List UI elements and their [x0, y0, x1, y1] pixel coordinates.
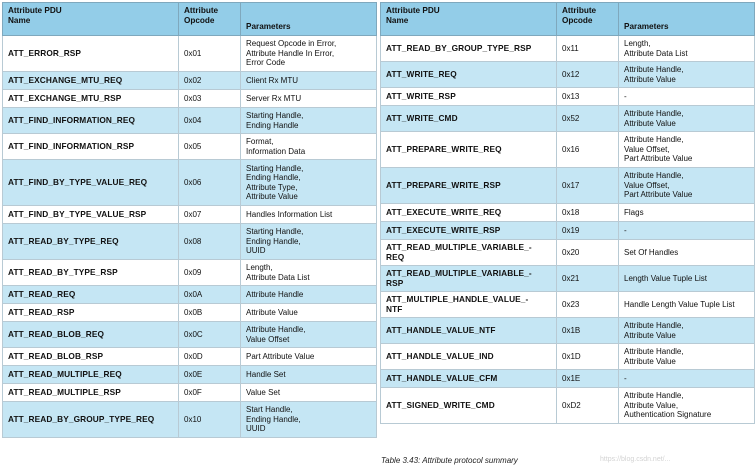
pdu-name-cell: ATT_READ_REQ [3, 286, 179, 304]
parameters-cell: Attribute Handle, Attribute Value [619, 62, 755, 88]
parameters-cell: Set Of Handles [619, 240, 755, 266]
opcode-cell: 0x0A [179, 286, 241, 304]
pdu-name-cell: ATT_FIND_BY_TYPE_VALUE_REQ [3, 160, 179, 206]
header-parameters: Parameters [619, 3, 755, 36]
table-row [3, 286, 377, 304]
table-row [381, 318, 755, 344]
opcode-cell: 0x03 [179, 90, 241, 108]
parameters-cell: Attribute Handle, Attribute Value [619, 318, 755, 344]
opcode-cell: 0x0E [179, 366, 241, 384]
opcode-cell: 0x09 [179, 260, 241, 286]
pdu-name-cell: ATT_READ_MULTIPLE_VARIABLE_- REQ [381, 240, 557, 266]
pdu-name-cell: ATT_HANDLE_VALUE_CFM [381, 370, 557, 388]
parameters-cell: Attribute Handle, Value Offset [241, 322, 377, 348]
opcode-cell: 0x1B [557, 318, 619, 344]
opcode-cell: 0x04 [179, 108, 241, 134]
pdu-name-cell: ATT_FIND_INFORMATION_RSP [3, 134, 179, 160]
pdu-name-cell: ATT_ERROR_RSP [3, 36, 179, 72]
opcode-cell: 0x06 [179, 160, 241, 206]
pdu-name-cell: ATT_READ_MULTIPLE_REQ [3, 366, 179, 384]
table-row [381, 292, 755, 318]
parameters-cell: Part Attribute Value [241, 348, 377, 366]
pdu-name-cell: ATT_EXCHANGE_MTU_RSP [3, 90, 179, 108]
table-row [3, 108, 377, 134]
table-row [381, 62, 755, 88]
parameters-cell: Attribute Handle [241, 286, 377, 304]
pdu-name-cell: ATT_EXCHANGE_MTU_REQ [3, 72, 179, 90]
parameters-cell: Starting Handle, Ending Handle, Attribute Type, Attribute Value [241, 160, 377, 206]
table-row [381, 388, 755, 424]
table-row [381, 344, 755, 370]
pdu-name-cell: ATT_READ_MULTIPLE_RSP [3, 384, 179, 402]
header-opcode: Attribute Opcode [179, 3, 241, 36]
parameters-cell: Format, Information Data [241, 134, 377, 160]
pdu-name-cell: ATT_FIND_INFORMATION_REQ [3, 108, 179, 134]
pdu-name-cell: ATT_READ_BY_TYPE_REQ [3, 224, 179, 260]
parameters-cell: Attribute Handle, Value Offset, Part Attribute Value [619, 132, 755, 168]
pdu-name-cell: ATT_READ_BY_GROUP_TYPE_REQ [3, 402, 179, 438]
table-caption: Table 3.43: Attribute protocol summary [381, 456, 518, 465]
table-row [3, 348, 377, 366]
pdu-name-cell: ATT_READ_MULTIPLE_VARIABLE_- RSP [381, 266, 557, 292]
table-row [3, 224, 377, 260]
parameters-cell: Attribute Handle, Attribute Value, Authentication Signature [619, 388, 755, 424]
opcode-cell: 0x1E [557, 370, 619, 388]
pdu-name-cell: ATT_HANDLE_VALUE_IND [381, 344, 557, 370]
parameters-cell: Attribute Handle, Attribute Value [619, 344, 755, 370]
opcode-cell: 0x02 [179, 72, 241, 90]
pdu-name-cell: ATT_READ_BY_TYPE_RSP [3, 260, 179, 286]
opcode-cell: 0x1D [557, 344, 619, 370]
table-row [3, 36, 377, 72]
opcode-cell: 0x17 [557, 168, 619, 204]
table-row [381, 88, 755, 106]
pdu-name-cell: ATT_EXECUTE_WRITE_REQ [381, 204, 557, 222]
opcode-cell: 0x0D [179, 348, 241, 366]
table-row [381, 168, 755, 204]
opcode-cell: 0x23 [557, 292, 619, 318]
parameters-cell: - [619, 222, 755, 240]
parameters-cell: Attribute Handle, Value Offset, Part Attribute Value [619, 168, 755, 204]
table-row [3, 206, 377, 224]
opcode-cell: 0x12 [557, 62, 619, 88]
table-row [3, 134, 377, 160]
pdu-name-cell: ATT_EXECUTE_WRITE_RSP [381, 222, 557, 240]
pdu-name-cell: ATT_WRITE_CMD [381, 106, 557, 132]
table-row [3, 402, 377, 438]
table-row [3, 90, 377, 108]
table-row [381, 36, 755, 62]
pdu-name-cell: ATT_WRITE_RSP [381, 88, 557, 106]
parameters-cell: Flags [619, 204, 755, 222]
pdu-name-cell: ATT_SIGNED_WRITE_CMD [381, 388, 557, 424]
opcode-cell: 0x0B [179, 304, 241, 322]
table-row [3, 72, 377, 90]
parameters-cell: Attribute Handle, Attribute Value [619, 106, 755, 132]
parameters-cell: Server Rx MTU [241, 90, 377, 108]
parameters-cell: Length Value Tuple List [619, 266, 755, 292]
table-row [381, 204, 755, 222]
pdu-name-cell: ATT_FIND_BY_TYPE_VALUE_RSP [3, 206, 179, 224]
parameters-cell: Starting Handle, Ending Handle, UUID [241, 224, 377, 260]
pdu-name-cell: ATT_PREPARE_WRITE_RSP [381, 168, 557, 204]
opcode-cell: 0x07 [179, 206, 241, 224]
parameters-cell: - [619, 370, 755, 388]
table-row [3, 366, 377, 384]
header-pdu-name: Attribute PDU Name [381, 3, 557, 36]
parameters-cell: Handle Set [241, 366, 377, 384]
opcode-cell: 0x0F [179, 384, 241, 402]
parameters-cell: Starting Handle, Ending Handle [241, 108, 377, 134]
opcode-cell: 0x01 [179, 36, 241, 72]
table-header-row [3, 3, 377, 36]
table-row [381, 132, 755, 168]
att-table-right [380, 2, 755, 424]
opcode-cell: 0x11 [557, 36, 619, 62]
parameters-cell: Value Set [241, 384, 377, 402]
opcode-cell: 0xD2 [557, 388, 619, 424]
table-row [3, 322, 377, 348]
pdu-name-cell: ATT_HANDLE_VALUE_NTF [381, 318, 557, 344]
table-header-row [381, 3, 755, 36]
table-row [3, 260, 377, 286]
pdu-name-cell: ATT_PREPARE_WRITE_REQ [381, 132, 557, 168]
parameters-cell: Client Rx MTU [241, 72, 377, 90]
parameters-cell: Request Opcode in Error, Attribute Handle In Error, Error Code [241, 36, 377, 72]
opcode-cell: 0x21 [557, 266, 619, 292]
opcode-cell: 0x19 [557, 222, 619, 240]
parameters-cell: Handles Information List [241, 206, 377, 224]
opcode-cell: 0x0C [179, 322, 241, 348]
parameters-cell: - [619, 88, 755, 106]
parameters-cell: Length, Attribute Data List [241, 260, 377, 286]
opcode-cell: 0x18 [557, 204, 619, 222]
opcode-cell: 0x05 [179, 134, 241, 160]
table-row [381, 222, 755, 240]
opcode-cell: 0x08 [179, 224, 241, 260]
table-row [381, 266, 755, 292]
table-row [3, 304, 377, 322]
opcode-cell: 0x20 [557, 240, 619, 266]
header-pdu-name: Attribute PDU Name [3, 3, 179, 36]
opcode-cell: 0x52 [557, 106, 619, 132]
parameters-cell: Length, Attribute Data List [619, 36, 755, 62]
opcode-cell: 0x10 [179, 402, 241, 438]
pdu-name-cell: ATT_READ_RSP [3, 304, 179, 322]
att-table-left [2, 2, 377, 438]
table-row [381, 370, 755, 388]
table-row [381, 240, 755, 266]
table-row [3, 160, 377, 206]
header-parameters: Parameters [241, 3, 377, 36]
pdu-name-cell: ATT_MULTIPLE_HANDLE_VALUE_- NTF [381, 292, 557, 318]
table-row [381, 106, 755, 132]
parameters-cell: Start Handle, Ending Handle, UUID [241, 402, 377, 438]
opcode-cell: 0x16 [557, 132, 619, 168]
pdu-name-cell: ATT_READ_BLOB_REQ [3, 322, 179, 348]
pdu-name-cell: ATT_READ_BY_GROUP_TYPE_RSP [381, 36, 557, 62]
parameters-cell: Handle Length Value Tuple List [619, 292, 755, 318]
opcode-cell: 0x13 [557, 88, 619, 106]
table-row [3, 384, 377, 402]
pdu-name-cell: ATT_READ_BLOB_RSP [3, 348, 179, 366]
watermark-text: https://blog.csdn.net/... [600, 456, 671, 463]
pdu-name-cell: ATT_WRITE_REQ [381, 62, 557, 88]
parameters-cell: Attribute Value [241, 304, 377, 322]
header-opcode: Attribute Opcode [557, 3, 619, 36]
